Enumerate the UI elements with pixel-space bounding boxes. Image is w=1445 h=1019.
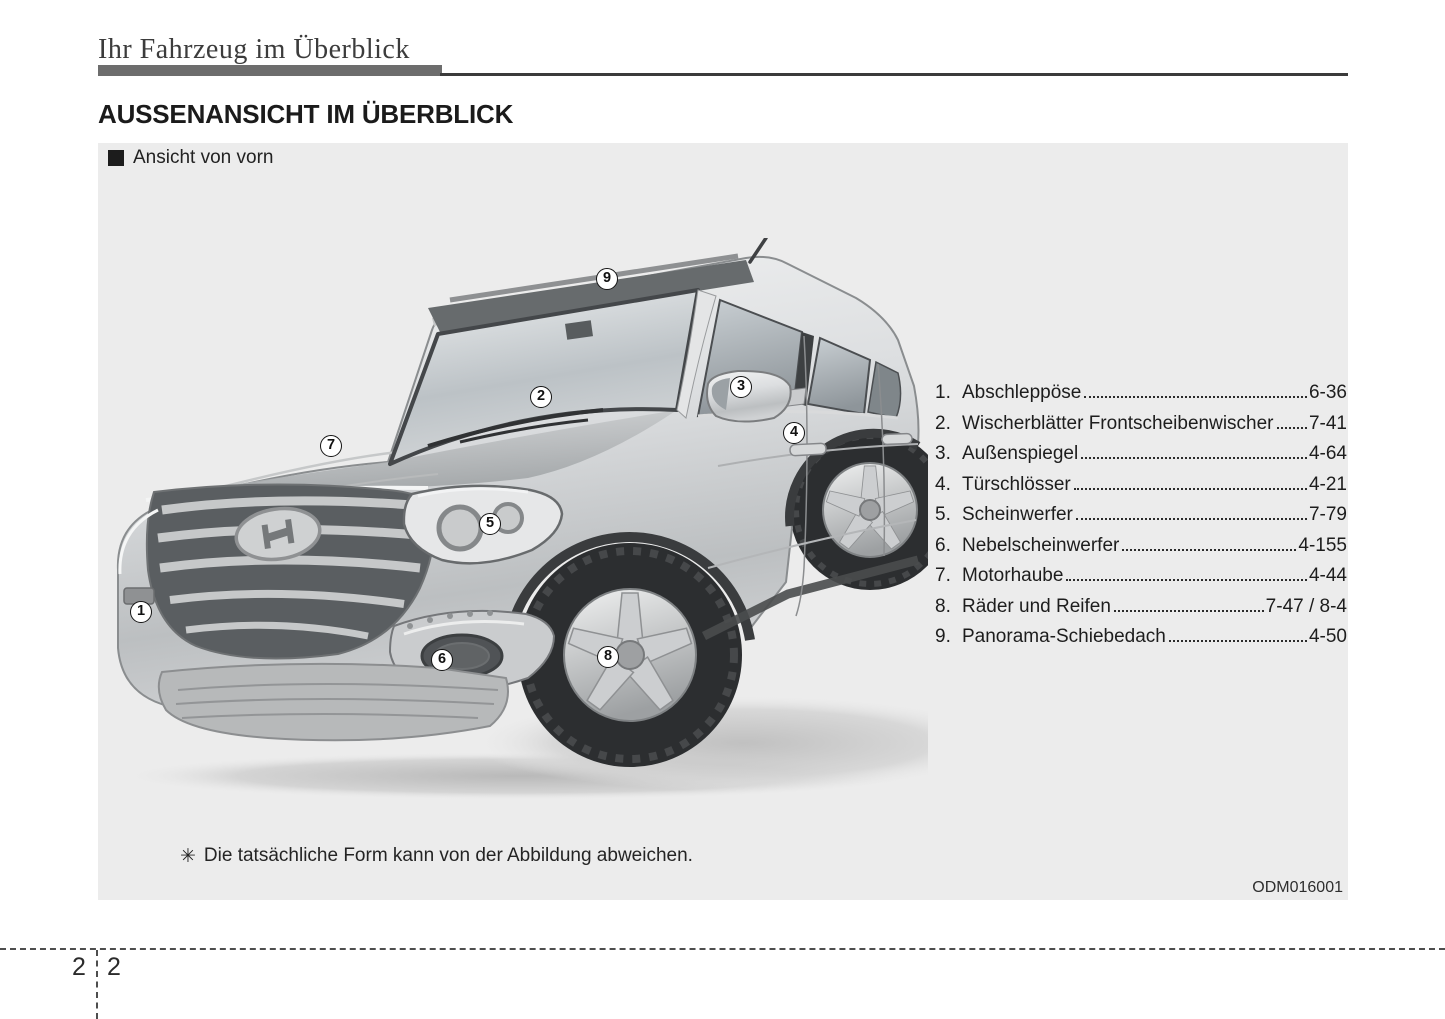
list-item: [935, 535, 1347, 566]
dot-leader: [1169, 640, 1307, 642]
item-page-ref: 7-79: [1308, 504, 1347, 525]
item-label: Räder und Reifen: [962, 595, 1111, 617]
callout-6: 6: [431, 649, 453, 671]
figure-box: [98, 143, 1348, 900]
callout-9: 9: [596, 268, 618, 290]
front-door-handle: [790, 443, 827, 456]
item-page-ref: 6-36: [1308, 382, 1347, 403]
parts-list: [935, 382, 1347, 657]
header-accent-bar: [98, 65, 442, 76]
callout-4: 4: [783, 422, 805, 444]
callout-7: 7: [320, 435, 342, 457]
header-rule: [440, 73, 1348, 76]
list-item: [935, 413, 1347, 444]
car-illustration: [98, 238, 928, 808]
list-item: [935, 565, 1347, 596]
chapter-title: Ihr Fahrzeug im Überblick: [98, 34, 410, 65]
dot-leader: [1122, 549, 1296, 551]
list-item: [935, 382, 1347, 413]
item-number: 5.: [935, 504, 951, 525]
item-label: Türschlösser: [962, 473, 1071, 495]
callout-3: 3: [730, 376, 752, 398]
item-label: Abschleppöse: [962, 382, 1082, 403]
front-wheel: [518, 543, 742, 767]
chapter-number: 2: [72, 953, 86, 981]
figure-image-code: ODM016001: [1252, 879, 1343, 896]
callout-8: 8: [597, 646, 619, 668]
callout-1: 1: [130, 601, 152, 623]
item-label: Nebelscheinwerfer: [962, 534, 1120, 556]
item-label: Panorama-Schiebedach: [962, 626, 1166, 647]
item-page-ref: 4-64: [1308, 443, 1347, 464]
item-number: 3.: [935, 443, 951, 464]
footer-dashed-line: [0, 948, 1445, 950]
list-item: [935, 504, 1347, 535]
list-item: [935, 626, 1347, 657]
dot-leader: [1084, 396, 1307, 398]
item-page-ref: 7-47 / 8-4: [1265, 595, 1347, 617]
item-page-ref: 4-44: [1308, 565, 1347, 586]
dot-leader: [1114, 610, 1264, 612]
page-number: 2: [107, 953, 121, 981]
item-label: Motorhaube: [962, 565, 1064, 586]
item-label: Wischerblätter Frontscheibenwischer: [962, 412, 1274, 434]
rear-door-handle: [882, 433, 912, 444]
list-item: [935, 443, 1347, 474]
item-number: 6.: [935, 534, 951, 556]
item-page-ref: 4-50: [1308, 626, 1347, 647]
view-label: [108, 147, 273, 169]
item-label: Außenspiegel: [962, 443, 1079, 464]
list-item: [935, 596, 1347, 627]
callout-2: 2: [530, 386, 552, 408]
list-item: [935, 474, 1347, 505]
item-number: 4.: [935, 473, 951, 495]
dot-leader: [1066, 579, 1307, 581]
square-bullet-icon: [108, 150, 124, 166]
item-number: 8.: [935, 595, 951, 617]
dot-leader: [1074, 488, 1307, 490]
item-label: Scheinwerfer: [962, 504, 1073, 525]
item-page-ref: 4-21: [1308, 473, 1347, 495]
figure-note-text: Die tatsächliche Form kann von der Abbildung abweichen.: [203, 845, 693, 866]
view-label-text: Ansicht von vorn: [133, 147, 274, 168]
dot-leader: [1076, 518, 1307, 520]
item-page-ref: 7-41: [1308, 412, 1347, 434]
figure-note: [180, 845, 693, 868]
dot-leader: [1081, 457, 1307, 459]
lower-bumper: [159, 664, 508, 740]
item-number: 2.: [935, 412, 951, 434]
page-title: AUSSENANSICHT IM ÜBERBLICK: [98, 99, 514, 129]
item-number: 9.: [935, 626, 951, 647]
dot-leader: [1277, 427, 1307, 429]
item-number: 7.: [935, 565, 951, 586]
asterisk-icon: ✳: [180, 846, 196, 867]
item-page-ref: 4-155: [1298, 534, 1347, 556]
footer-dashed-divider: [96, 950, 98, 1019]
callout-5: 5: [479, 513, 501, 535]
item-number: 1.: [935, 382, 951, 403]
